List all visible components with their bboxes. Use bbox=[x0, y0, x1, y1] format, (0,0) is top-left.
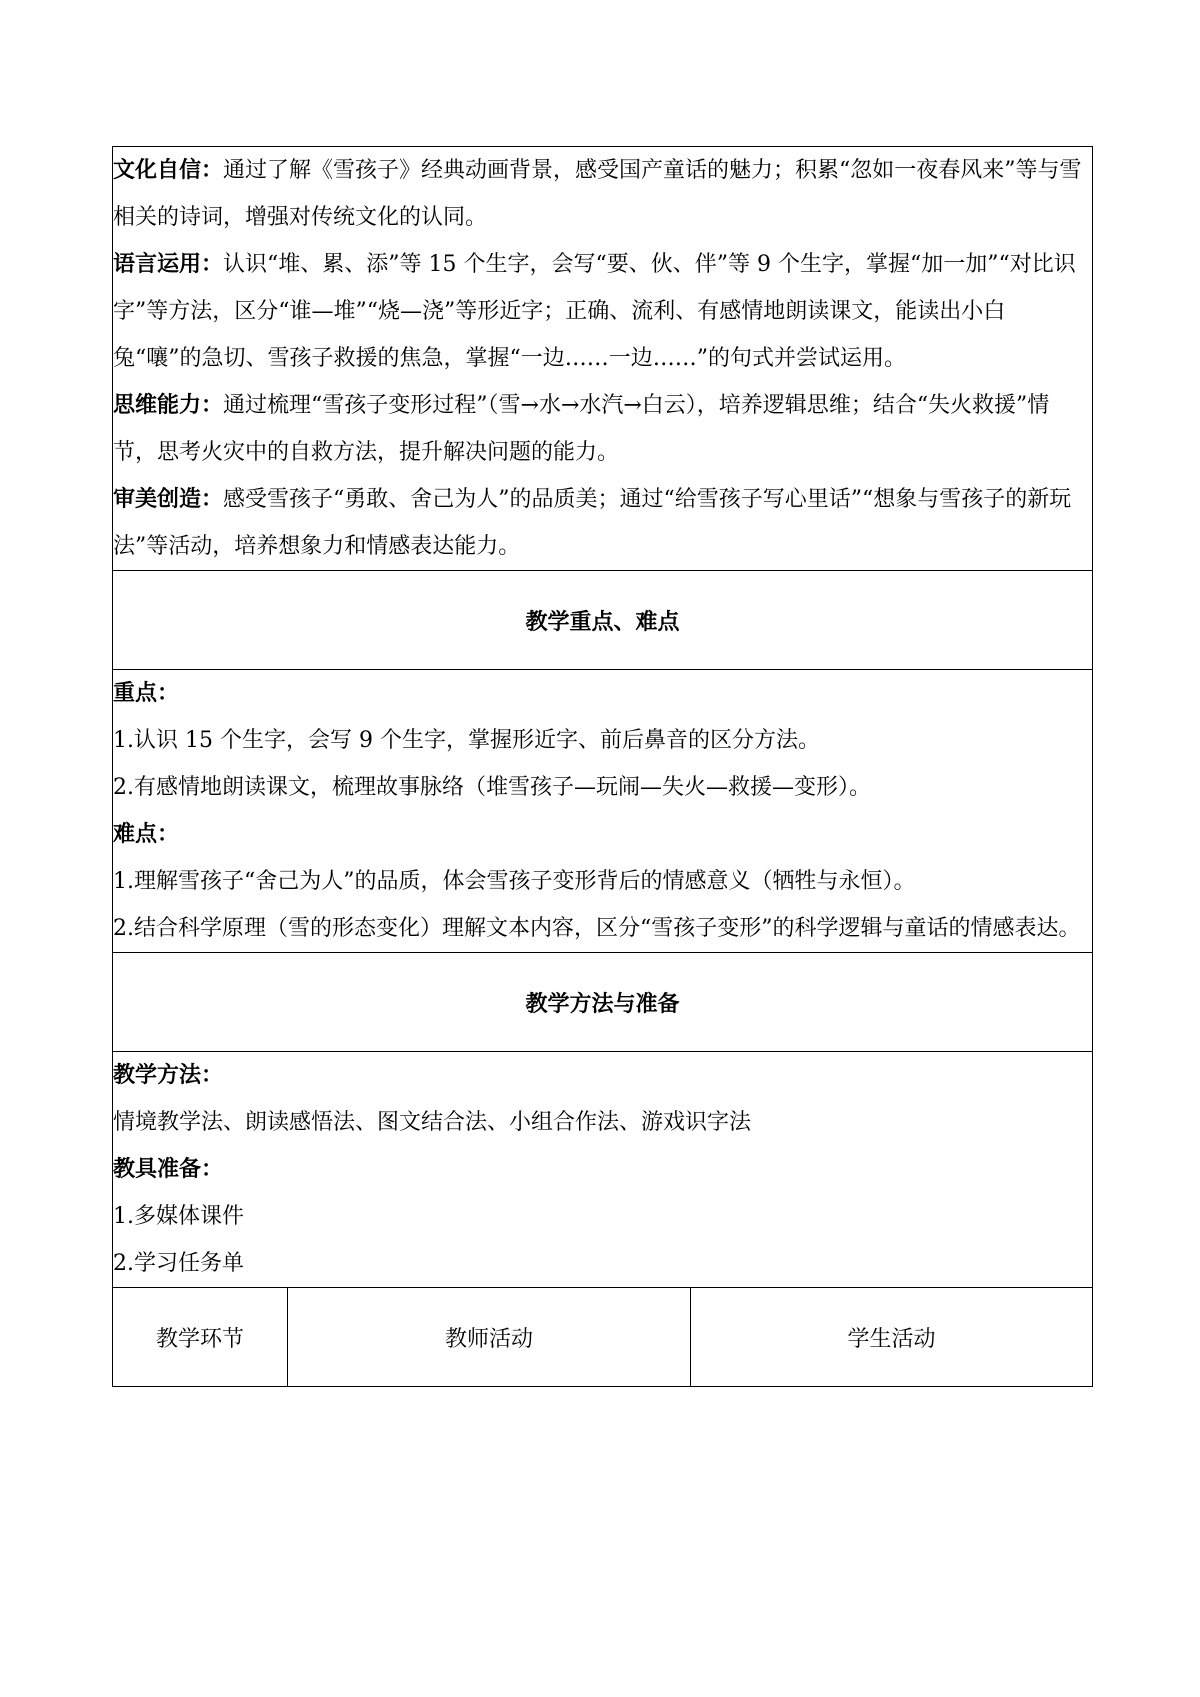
objective-text: 通过梳理“雪孩子变形过程”（雪→水→水汽→白云），培养逻辑思维；结合“失火救援”情节，思考火灾中的自救方法，提升解决问题的能力。 bbox=[113, 393, 1050, 465]
methods-row bbox=[113, 1052, 1093, 1288]
objectives-row bbox=[113, 147, 1093, 571]
difficulty-item: 2.结合科学原理（雪的形态变化）理解文本内容，区分“雪孩子变形”的科学逻辑与童话的情感表达。 bbox=[113, 916, 1081, 941]
column-header-stage: 教学环节 bbox=[113, 1288, 288, 1387]
lesson-plan-table bbox=[112, 146, 1093, 1387]
objective-label: 文化自信： bbox=[113, 158, 224, 183]
key-points-row bbox=[113, 670, 1093, 953]
method-text: 情境教学法、朗读感悟法、图文结合法、小组合作法、游戏识字法 bbox=[113, 1110, 752, 1135]
tools-label: 教具准备： bbox=[113, 1157, 224, 1182]
objective-aesthetics bbox=[113, 476, 1092, 570]
objective-text: 感受雪孩子“勇敢、舍己为人”的品质美；通过“给雪孩子写心里话”“想象与雪孩子的新玩法”等活动，培养想象力和情感表达能力。 bbox=[113, 487, 1072, 559]
difficulty-label: 难点： bbox=[113, 822, 180, 847]
focus-item: 2.有感情地朗读课文，梳理故事脉络（堆雪孩子—玩闹—失火—救援—变形）。 bbox=[113, 775, 871, 800]
objective-language bbox=[113, 241, 1092, 382]
key-points-cell bbox=[113, 670, 1093, 953]
tools-item: 2.学习任务单 bbox=[113, 1251, 244, 1276]
method-label: 教学方法： bbox=[113, 1063, 224, 1088]
column-header-teacher: 教师活动 bbox=[288, 1288, 691, 1387]
section-heading-methods: 教学方法与准备 bbox=[113, 953, 1093, 1052]
objective-label: 语言运用： bbox=[113, 252, 224, 277]
objective-label: 思维能力： bbox=[113, 393, 224, 418]
objective-text: 认识“堆、累、添”等 15 个生字，会写“要、伙、伴”等 9 个生字，掌握“加一加”“对比识字”等方法，区分“谁—堆”“烧—浇”等形近字；正确、流利、有感情地朗读课文，能读出小白兔“嚷”的急切、雪孩子救援的焦急，掌握“一边……一边……”的句式并尝试运用。 bbox=[113, 252, 1076, 371]
objective-label: 审美创造： bbox=[113, 487, 224, 512]
methods-heading-row bbox=[113, 953, 1093, 1052]
objective-text: 通过了解《雪孩子》经典动画背景，感受国产童话的魅力；积累“忽如一夜春风来”等与雪相关的诗词，增强对传统文化的认同。 bbox=[113, 158, 1082, 230]
objective-thinking bbox=[113, 382, 1092, 476]
tools-item: 1.多媒体课件 bbox=[113, 1204, 244, 1229]
column-header-student: 学生活动 bbox=[691, 1288, 1093, 1387]
focus-item: 1.认识 15 个生字，会写 9 个生字，掌握形近字、前后鼻音的区分方法。 bbox=[113, 728, 820, 753]
difficulty-item: 1.理解雪孩子“舍己为人”的品质，体会雪孩子变形背后的情感意义（牺牲与永恒）。 bbox=[113, 869, 916, 894]
key-points-heading-row bbox=[113, 571, 1093, 670]
section-heading-key-points: 教学重点、难点 bbox=[113, 571, 1093, 670]
objective-culture bbox=[113, 147, 1092, 241]
methods-cell bbox=[113, 1052, 1093, 1288]
objectives-cell bbox=[113, 147, 1093, 571]
focus-label: 重点： bbox=[113, 681, 180, 706]
column-header-row bbox=[113, 1288, 1093, 1387]
